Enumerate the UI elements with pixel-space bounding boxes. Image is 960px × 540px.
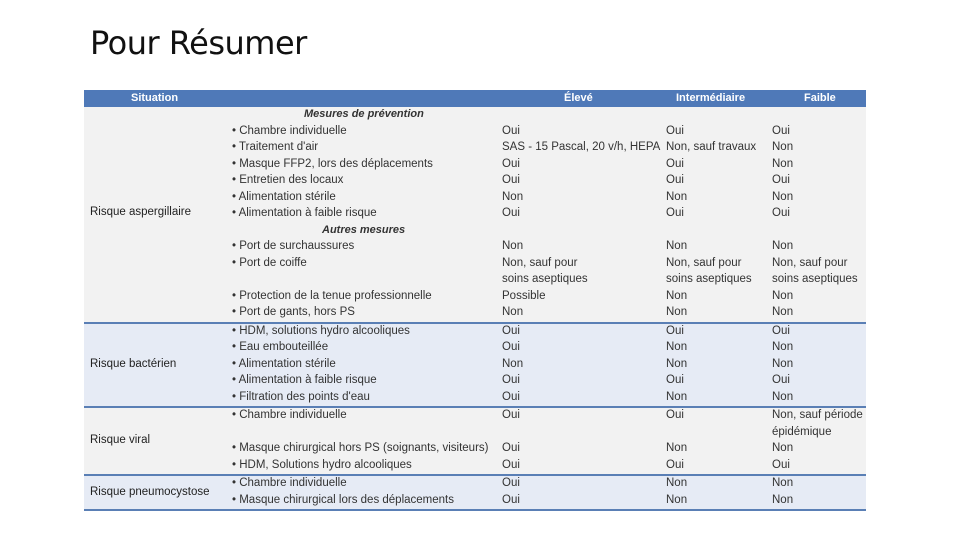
- table-row: [84, 390, 866, 407]
- intermediaire-cell: Non: [666, 341, 688, 353]
- table-row: [84, 373, 866, 390]
- intermediaire-cell: Oui: [666, 207, 684, 219]
- situation-label: Risque aspergillaire: [90, 206, 191, 219]
- eleve-cell: soins aseptiques: [502, 273, 588, 285]
- eleve-cell: Oui: [502, 174, 520, 186]
- header-faible: Faible: [804, 92, 836, 104]
- table-row: [84, 190, 866, 207]
- header-eleve: Élevé: [564, 92, 593, 104]
- faible-cell: Oui: [772, 207, 790, 219]
- measure-cell: • Chambre individuelle: [232, 409, 347, 421]
- intermediaire-cell: Oui: [666, 374, 684, 386]
- measure-cell: • Masque FFP2, lors des déplacements: [232, 157, 433, 170]
- intermediaire-cell: Non: [666, 390, 688, 403]
- eleve-cell: Oui: [502, 157, 520, 170]
- faible-cell: Non: [772, 157, 794, 170]
- measure-cell: • Eau embouteillée: [232, 341, 329, 353]
- table-row: [84, 206, 866, 223]
- measure-cell: • Alimentation à faible risque: [232, 374, 377, 386]
- table-row: [84, 476, 866, 493]
- eleve-cell: Oui: [502, 324, 520, 337]
- table-row: [84, 157, 866, 174]
- eleve-cell: Non: [502, 240, 524, 252]
- table-bottom-border: [84, 509, 866, 511]
- faible-cell: Non: [772, 306, 794, 318]
- intermediaire-cell: Non: [666, 442, 688, 454]
- eleve-cell: Non: [502, 306, 524, 318]
- table-row: [84, 289, 866, 306]
- table-row: [84, 458, 866, 475]
- measure-cell: • Port de coiffe: [232, 256, 307, 269]
- measure-cell: • Alimentation à faible risque: [232, 207, 377, 219]
- intermediaire-cell: Oui: [666, 324, 684, 337]
- faible-cell: Non, sauf pour: [772, 256, 848, 269]
- eleve-cell: Oui: [502, 442, 520, 454]
- intermediaire-cell: Non: [666, 493, 688, 506]
- faible-cell: Oui: [772, 124, 790, 137]
- intermediaire-cell: Oui: [666, 157, 684, 170]
- eleve-cell: Oui: [502, 124, 520, 137]
- table-row: [84, 441, 866, 458]
- intermediaire-cell: Oui: [666, 174, 684, 186]
- faible-cell: Non: [772, 493, 794, 506]
- table-row: [84, 408, 866, 425]
- faible-cell: Non: [772, 141, 794, 153]
- summary-table: [84, 90, 866, 511]
- situation-block: [84, 474, 866, 509]
- eleve-cell: Oui: [502, 207, 520, 219]
- faible-cell: Non: [772, 357, 794, 370]
- table-row: [84, 140, 866, 157]
- page-title: Pour Résumer: [90, 24, 307, 62]
- measure-cell: • Entretien des locaux: [232, 174, 344, 186]
- eleve-cell: Non: [502, 190, 524, 203]
- intermediaire-cell: Oui: [666, 409, 684, 421]
- intermediaire-cell: Non: [666, 289, 688, 302]
- situation-block: [84, 322, 866, 407]
- intermediaire-cell: Oui: [666, 458, 684, 471]
- intermediaire-cell: Non: [666, 357, 688, 370]
- intermediaire-cell: Oui: [666, 124, 684, 137]
- table-row: [84, 256, 866, 273]
- table-row: [84, 357, 866, 374]
- table-row: [84, 272, 866, 289]
- intermediaire-cell: Non: [666, 190, 688, 203]
- section-subheading: [84, 107, 866, 124]
- faible-cell: Oui: [772, 174, 790, 186]
- faible-cell: Non: [772, 442, 794, 454]
- measure-cell: • Chambre individuelle: [232, 124, 347, 137]
- measure-cell: • Masque chirurgical hors PS (soignants, visiteurs): [232, 442, 489, 454]
- faible-cell: Oui: [772, 458, 790, 471]
- measure-cell: • HDM, solutions hydro alcooliques: [232, 324, 410, 337]
- table-row: [84, 173, 866, 190]
- eleve-cell: Non: [502, 357, 524, 370]
- measure-cell: • Alimentation stérile: [232, 190, 336, 203]
- intermediaire-cell: Non, sauf pour: [666, 256, 742, 269]
- eleve-cell: Possible: [502, 289, 546, 302]
- eleve-cell: Oui: [502, 458, 520, 471]
- measure-cell: • Filtration des points d'eau: [232, 390, 370, 403]
- faible-cell: Oui: [772, 324, 790, 337]
- faible-cell: soins aseptiques: [772, 273, 858, 285]
- eleve-cell: Oui: [502, 409, 520, 421]
- eleve-cell: Non, sauf pour: [502, 256, 578, 269]
- intermediaire-cell: soins aseptiques: [666, 273, 752, 285]
- faible-cell: Non, sauf période: [772, 409, 863, 421]
- eleve-cell: Oui: [502, 341, 520, 353]
- measure-cell: • Masque chirurgical lors des déplacements: [232, 493, 454, 506]
- situation-label: Risque viral: [90, 434, 151, 446]
- table-row: [84, 239, 866, 256]
- intermediaire-cell: Non, sauf travaux: [666, 141, 757, 153]
- measure-cell: • Protection de la tenue professionnelle: [232, 289, 432, 302]
- faible-cell: Non: [772, 240, 794, 252]
- header-situation: Situation: [131, 92, 179, 104]
- table-row: [84, 493, 866, 510]
- faible-cell: Non: [772, 289, 794, 302]
- intermediaire-cell: Non: [666, 306, 688, 318]
- faible-cell: épidémique: [772, 425, 832, 438]
- faible-cell: Non: [772, 190, 794, 203]
- faible-cell: Oui: [772, 374, 790, 386]
- header-intermediaire: Intermédiaire: [676, 92, 746, 104]
- faible-cell: Non: [772, 341, 794, 353]
- faible-cell: Non: [772, 390, 794, 403]
- measure-cell: • Port de surchaussures: [232, 240, 355, 252]
- table-row: [84, 305, 866, 322]
- eleve-cell: Oui: [502, 390, 520, 403]
- table-row: [84, 425, 866, 442]
- measure-cell: • Traitement d'air: [232, 141, 319, 153]
- intermediaire-cell: Non: [666, 477, 688, 489]
- situation-block: [84, 107, 866, 322]
- subheading-text: Mesures de prévention: [304, 108, 424, 120]
- eleve-cell: Oui: [502, 493, 520, 506]
- situation-label: Risque bactérien: [90, 357, 177, 370]
- table-row: [84, 124, 866, 141]
- table-row: [84, 340, 866, 357]
- intermediaire-cell: Non: [666, 240, 688, 252]
- measure-cell: • Chambre individuelle: [232, 477, 347, 489]
- situation-label: Risque pneumocystose: [90, 485, 210, 498]
- measure-cell: • Port de gants, hors PS: [232, 306, 355, 318]
- subheading-text: Autres mesures: [322, 223, 406, 236]
- table-body: [84, 107, 866, 509]
- measure-cell: • HDM, Solutions hydro alcooliques: [232, 458, 412, 471]
- eleve-cell: SAS - 15 Pascal, 20 v/h, HEPA: [502, 141, 661, 153]
- situation-block: [84, 406, 866, 474]
- section-subheading: [84, 223, 866, 240]
- measure-cell: • Alimentation stérile: [232, 357, 336, 370]
- table-row: [84, 324, 866, 341]
- faible-cell: Non: [772, 477, 794, 489]
- table-header: [84, 90, 866, 107]
- eleve-cell: Oui: [502, 477, 520, 489]
- eleve-cell: Oui: [502, 374, 520, 386]
